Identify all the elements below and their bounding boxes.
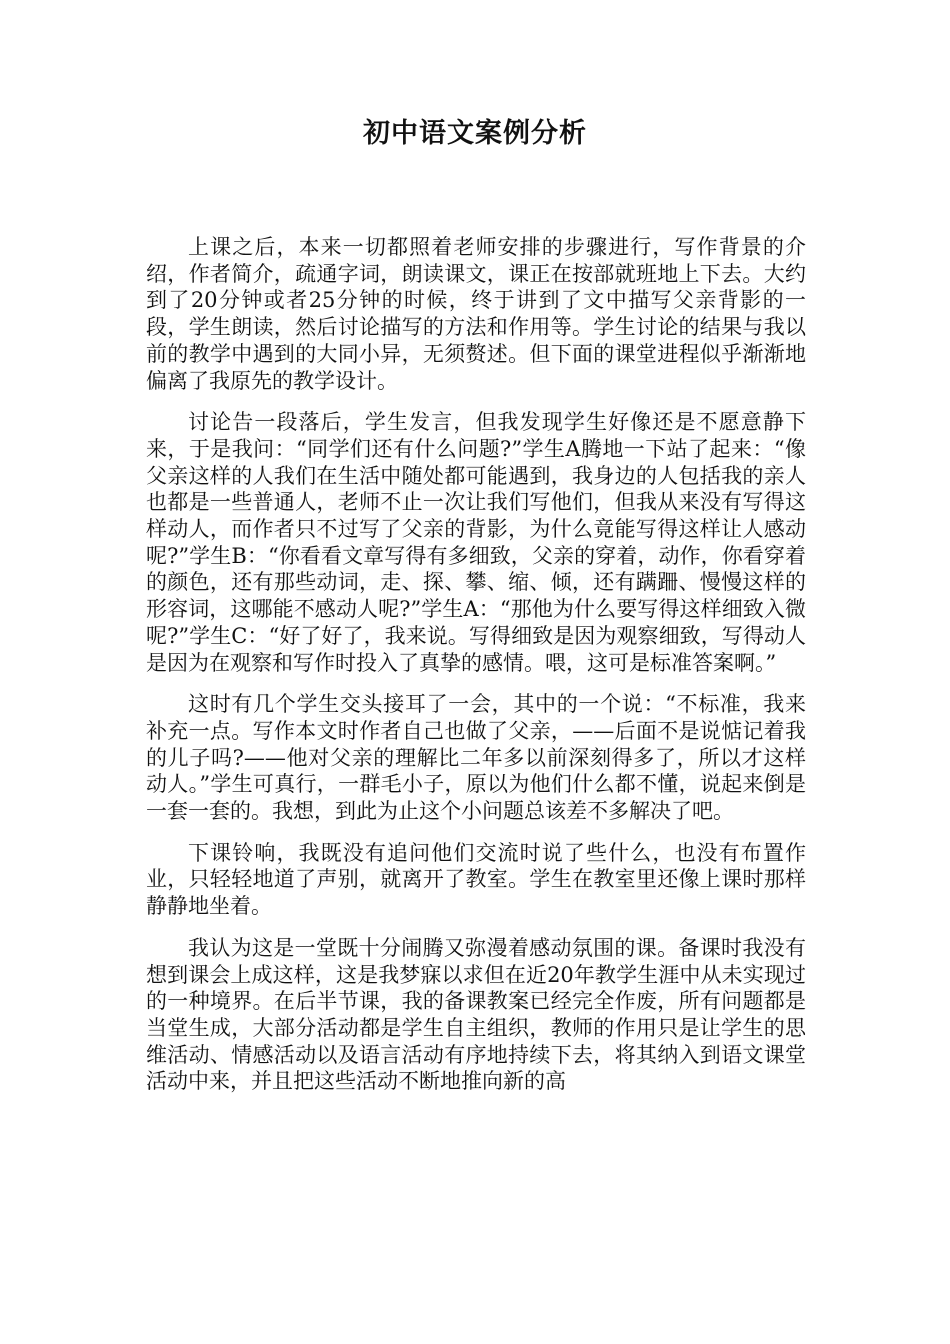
paragraph-3: 这时有几个学生交头接耳了一会，其中的一个说：“不标准，我来补充一点。写作本文时作者自己也做了父亲，——后面不是说惦记着我的儿子吗?——他对父亲的理解比二年多以前深刻得多了，所以才这样动人。”学生可真行，一群毛小子，原以为他们什么都不懂，说起来倒是一套一套的。我想，到此为止这个小问题总该差不多解决了吧。	[146, 692, 806, 824]
paragraph-2: 讨论告一段落后，学生发言，但我发现学生好像还是不愿意静下来，于是我问：“同学们还有什么问题?”学生A腾地一下站了起来：“像父亲这样的人我们在生活中随处都可能遇到，我身边的人包括我的亲人也都是一些普通人，老师不止一次让我们写他们，但我从来没有写得这样动人，而作者只不过写了父亲的背影，为什么竟能写得这样让人感动呢?”学生B：“你看看文章写得有多细致，父亲的穿着，动作，你看穿着的颜色，还有那些动词，走、探、攀、缩、倾，还有蹒跚、慢慢这样的形容词，这哪能不感动人呢?”学生A：“那他为什么要写得这样细致入微呢?”学生C：“好了好了，我来说。写得细致是因为观察细致，写得动人是因为在观察和写作时投入了真挚的感情。喂，这可是标准答案啊。”	[146, 410, 806, 675]
paragraph-5: 我认为这是一堂既十分闹腾又弥漫着感动氛围的课。备课时我没有想到课会上成这样，这是我梦寐以求但在近20年教学生涯中从未实现过的一种境界。在后半节课，我的备课教案已经完全作废，所有问题都是当堂生成，大部分活动都是学生自主组织，教师的作用只是让学生的思维活动、情感活动以及语言活动有序地持续下去，将其纳入到语文课堂活动中来，并且把这些活动不断地推向新的高	[146, 935, 806, 1094]
paragraph-4: 下课铃响，我既没有追问他们交流时说了些什么，也没有布置作业，只轻轻地道了声别，就离开了教室。学生在教室里还像上课时那样静静地坐着。	[146, 840, 806, 919]
document-title: 初中语文案例分析	[363, 118, 587, 149]
document-body	[146, 234, 806, 1110]
paragraph-1: 上课之后，本来一切都照着老师安排的步骤进行，写作背景的介绍，作者简介，疏通字词，朗读课文，课正在按部就班地上下去。大约到了20分钟或者25分钟的时候，终于讲到了文中描写父亲背影的一段，学生朗读，然后讨论描写的方法和作用等。学生讨论的结果与我以前的教学中遇到的大同小异，无须赘述。但下面的课堂进程似乎渐渐地偏离了我原先的教学设计。	[146, 235, 806, 393]
